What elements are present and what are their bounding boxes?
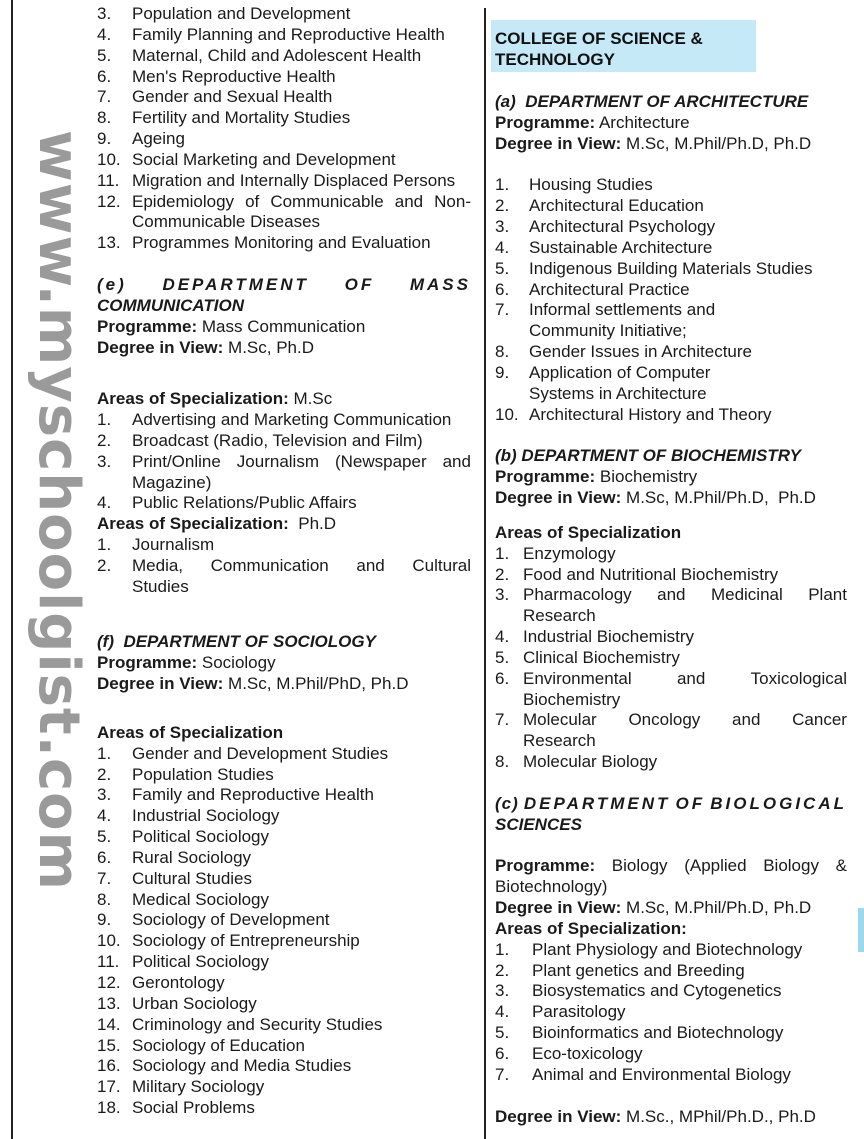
- list-item-text: Architectural Practice: [529, 279, 690, 299]
- list-item: [97, 431, 471, 452]
- mass-comm-spec-phd: Areas of Specialization: Ph.D: [97, 514, 337, 534]
- list-item-number: 5.: [97, 45, 112, 65]
- list-item: [97, 1077, 471, 1098]
- list-item-number: 2.: [495, 564, 510, 584]
- list-item-text: Gender and Development Studies: [132, 743, 389, 763]
- list-item: [97, 410, 471, 431]
- list-item: [97, 1036, 471, 1057]
- list-item-number: 11.: [97, 952, 120, 972]
- list-item-text: Medical Sociology: [132, 889, 270, 909]
- list-item-number: 8.: [495, 342, 510, 362]
- list-item: [495, 544, 847, 565]
- sociology-heading: (f) DEPARTMENT OF SOCIOLOGY: [97, 632, 376, 652]
- list-item-number: 10.: [97, 931, 121, 951]
- list-item-text: Military Sociology: [132, 1077, 265, 1097]
- list-item-number: 10.: [495, 404, 519, 424]
- list-item: [495, 961, 847, 982]
- list-item-number: 7.: [97, 87, 112, 107]
- list-item-text: Application of Computer: [529, 362, 711, 382]
- list-item-number: 7.: [495, 1064, 510, 1084]
- biochemistry-heading: (b) DEPARTMENT OF BIOCHEMISTRY: [495, 446, 801, 466]
- list-item: [97, 46, 471, 67]
- mass-comm-heading-line2: COMMUNICATION: [97, 295, 244, 315]
- list-item-text: Molecular Biology: [523, 752, 658, 772]
- list-item-number: 4.: [495, 1002, 510, 1022]
- list-item-number: 4.: [495, 627, 510, 647]
- list-item: [97, 129, 471, 150]
- list-item-text: Sociology and Media Studies: [132, 1056, 352, 1076]
- list-item: [97, 493, 471, 514]
- list-item: [495, 259, 847, 280]
- list-item-text: Epidemiology of Communicable and Non-: [132, 191, 471, 211]
- list-item-continuation: Magazine): [132, 472, 212, 492]
- list-item: [495, 1002, 847, 1023]
- list-item-text: Family and Reproductive Health: [132, 785, 374, 805]
- list-item-text: Ageing: [132, 129, 185, 149]
- list-item: [495, 648, 847, 669]
- mass-comm-phd-list: [97, 535, 471, 598]
- list-item-text: Fertility and Mortality Studies: [132, 108, 351, 128]
- list-item-continuation: Research: [523, 606, 596, 626]
- list-item: [97, 4, 471, 25]
- mass-comm-degree: Degree in View: M.Sc, Ph.D: [97, 337, 314, 357]
- list-item: [97, 848, 471, 869]
- list-item-number: 6.: [495, 279, 510, 299]
- list-item-text: Environmental and Toxicological: [523, 668, 847, 688]
- list-item-text: Social Marketing and Development: [132, 149, 396, 169]
- list-item: [97, 827, 471, 848]
- biochemistry-spec-heading: Areas of Specialization: [495, 522, 682, 542]
- list-item: [495, 1023, 847, 1044]
- list-item-number: 2.: [495, 960, 510, 980]
- sociology-programme: Programme: Sociology: [97, 653, 276, 673]
- list-item: [97, 910, 471, 931]
- column-divider: [484, 8, 486, 1139]
- list-item-text: Parasitology: [532, 1002, 626, 1022]
- list-item-number: 6.: [97, 66, 112, 86]
- list-item-text: Indigenous Building Materials Studies: [529, 258, 813, 278]
- list-item-text: Gender Issues in Architecture: [529, 342, 753, 362]
- list-item-number: 1.: [495, 543, 510, 563]
- watermark-text: www.myschoolgist.com: [25, 129, 91, 891]
- list-item: [97, 1056, 471, 1077]
- list-item-number: 5.: [495, 647, 510, 667]
- left-column: [97, 4, 471, 1119]
- list-item-number: 3.: [97, 4, 112, 23]
- left-margin-rule: [11, 0, 13, 1139]
- list-item-continuation: Communicable Diseases: [132, 212, 321, 232]
- list-item-text: Sociology of Education: [132, 1035, 305, 1055]
- list-item: [97, 765, 471, 786]
- list-item: [495, 342, 847, 363]
- list-item-number: 4.: [97, 493, 112, 513]
- list-item-text: Print/Online Journalism (Newspaper and: [132, 451, 471, 471]
- list-item: [97, 994, 471, 1015]
- list-item: [97, 869, 471, 890]
- architecture-degree: Degree in View: M.Sc, M.Phil/Ph.D, Ph.D: [495, 133, 812, 153]
- list-item-text: Media, Communication and Cultural: [132, 555, 471, 575]
- list-item: [495, 940, 847, 961]
- list-item: [495, 585, 847, 606]
- sociology-spec-heading: Areas of Specialization: [97, 722, 284, 742]
- list-item-text: Journalism: [132, 535, 215, 555]
- list-item: [97, 233, 471, 254]
- list-item-number: 9.: [495, 362, 510, 382]
- list-item-text: Rural Sociology: [132, 847, 252, 867]
- list-item-number: 1.: [97, 410, 112, 430]
- list-item: [97, 452, 471, 473]
- list-item-number: 6.: [97, 847, 112, 867]
- biological-degree: Degree in View: M.Sc, M.Phil/Ph.D, Ph.D: [495, 898, 812, 918]
- list-item-number: 4.: [97, 24, 112, 44]
- biological-spec-heading: Areas of Specialization:: [495, 918, 687, 938]
- list-item-text: Migration and Internally Displaced Persons: [132, 170, 456, 190]
- list-item-text: Gerontology: [132, 972, 225, 992]
- list-item: [97, 806, 471, 827]
- list-item-text: Molecular Oncology and Cancer: [523, 710, 847, 730]
- biological-list: [495, 940, 847, 1086]
- list-item-continuation: Biochemistry: [523, 689, 621, 709]
- list-item-number: 6.: [495, 668, 510, 688]
- list-item-number: 2.: [97, 430, 112, 450]
- list-item-number: 1.: [495, 175, 510, 195]
- list-item-text: Urban Sociology: [132, 993, 257, 1013]
- list-item-number: 3.: [495, 217, 510, 237]
- mass-comm-heading: (e) DEPARTMENT OF MASS: [97, 274, 471, 294]
- list-item-text: Broadcast (Radio, Television and Film): [132, 430, 423, 450]
- list-item-text: Eco-toxicology: [532, 1043, 643, 1063]
- list-item: [495, 669, 847, 690]
- list-item-text: Pharmacology and Medicinal Plant: [523, 585, 847, 605]
- list-item-text: Plant genetics and Breeding: [532, 960, 745, 980]
- list-item-text: Housing Studies: [529, 175, 653, 195]
- list-item-number: 2.: [97, 764, 112, 784]
- list-item-text: Family Planning and Reproductive Health: [132, 24, 445, 44]
- biochemistry-programme: Programme: Biochemistry: [495, 467, 698, 487]
- list-item-text: Informal settlements and: [529, 300, 716, 320]
- list-item-text: Public Relations/Public Affairs: [132, 493, 357, 513]
- list-item: [495, 627, 847, 648]
- list-item: [97, 535, 471, 556]
- watermark: [18, 129, 98, 891]
- mass-comm-msc-list: [97, 410, 471, 514]
- list-item: [495, 1065, 847, 1086]
- list-item: [97, 952, 471, 973]
- list-item-number: 1.: [495, 939, 510, 959]
- list-item-text: Men's Reproductive Health: [132, 66, 336, 86]
- list-item: [97, 973, 471, 994]
- page-edge-tab: [858, 908, 864, 952]
- list-item-text: Cultural Studies: [132, 868, 253, 888]
- list-item-text: Bioinformatics and Biotechnology: [532, 1023, 784, 1043]
- list-item: [97, 556, 471, 577]
- list-item: [97, 1015, 471, 1036]
- list-item-number: 5.: [495, 258, 510, 278]
- list-item-number: 15.: [97, 1035, 121, 1055]
- list-item-text: Plant Physiology and Biotechnology: [532, 939, 803, 959]
- sociology-list: [97, 744, 471, 1119]
- list-item: [97, 1098, 471, 1119]
- list-item-number: 8.: [495, 752, 510, 772]
- list-item-text: Population Studies: [132, 764, 274, 784]
- list-item-continuation: Studies: [132, 576, 189, 596]
- list-item-continuation: Research: [523, 731, 596, 751]
- list-item-number: 7.: [495, 300, 510, 320]
- list-item: [495, 981, 847, 1002]
- list-item-number: 1.: [97, 743, 112, 763]
- list-item-text: Architectural History and Theory: [529, 404, 772, 424]
- list-item: [495, 405, 847, 426]
- architecture-list: [495, 175, 847, 425]
- list-item-text: Programmes Monitoring and Evaluation: [132, 233, 431, 253]
- list-item-number: 4.: [97, 806, 112, 826]
- biological-degree-2: Degree in View: M.Sc., MPhil/Ph.D., Ph.D: [495, 1106, 816, 1126]
- list-item-text: Political Sociology: [132, 827, 270, 847]
- list-item-number: 7.: [495, 710, 510, 730]
- list-item-text: Population and Development: [132, 4, 351, 23]
- list-item-text: Political Sociology: [132, 952, 270, 972]
- list-item: [495, 196, 847, 217]
- list-item: [97, 931, 471, 952]
- right-column: [495, 92, 847, 1127]
- list-item: [495, 238, 847, 259]
- list-item-number: 16.: [97, 1056, 121, 1076]
- list-item-number: 14.: [97, 1014, 121, 1034]
- list-item-number: 18.: [97, 1098, 121, 1118]
- list-item-text: Food and Nutritional Biochemistry: [523, 564, 779, 584]
- mass-comm-spec-msc: Areas of Specialization: M.Sc: [97, 389, 333, 409]
- list-item-number: 3.: [495, 585, 510, 605]
- list-item-text: Architectural Education: [529, 196, 704, 216]
- list-item-text: Biosystematics and Cytogenetics: [532, 981, 782, 1001]
- list-item-text: Social Problems: [132, 1098, 255, 1118]
- list-item-number: 3.: [97, 785, 112, 805]
- list-item-number: 9.: [97, 910, 112, 930]
- list-item-number: 2.: [495, 196, 510, 216]
- list-item: [495, 300, 847, 321]
- list-item-number: 7.: [97, 868, 112, 888]
- list-item-number: 4.: [495, 237, 510, 257]
- list-item: [97, 785, 471, 806]
- list-item: [495, 217, 847, 238]
- architecture-programme: Programme: Architecture: [495, 112, 690, 132]
- list-item-text: Maternal, Child and Adolescent Health: [132, 45, 422, 65]
- list-item-text: Sociology of Development: [132, 910, 330, 930]
- list-item-number: 13.: [97, 993, 121, 1013]
- list-item-continuation: Community Initiative;: [529, 321, 687, 341]
- list-item-text: Criminology and Security Studies: [132, 1014, 383, 1034]
- list-item-number: 13.: [97, 233, 121, 253]
- list-item: [495, 175, 847, 196]
- list-item: [495, 363, 847, 384]
- list-item-number: 12.: [97, 191, 121, 211]
- biochemistry-list: [495, 544, 847, 773]
- biological-programme-line2: Biotechnology): [495, 877, 608, 897]
- list-item-text: Clinical Biochemistry: [523, 647, 680, 667]
- list-item-text: Sociology of Entrepreneurship: [132, 931, 360, 951]
- list-item: [97, 108, 471, 129]
- biological-heading: (c) DEPARTMENT OF BIOLOGICAL: [495, 793, 847, 813]
- list-item-number: 12.: [97, 972, 121, 992]
- list-item: [97, 150, 471, 171]
- list-item-text: Architectural Psychology: [529, 217, 716, 237]
- list-item: [97, 171, 471, 192]
- list-item-number: 8.: [97, 108, 112, 128]
- biological-programme: Programme: Biology (Applied Biology &: [495, 856, 847, 876]
- biological-heading-line2: SCIENCES: [495, 814, 582, 834]
- list-item-number: 1.: [97, 535, 112, 555]
- list-item: [495, 280, 847, 301]
- list-item: [495, 710, 847, 731]
- list-item: [97, 744, 471, 765]
- architecture-heading: (a) DEPARTMENT OF ARCHITECTURE: [495, 92, 809, 111]
- population-list: [97, 4, 471, 254]
- list-item: [97, 192, 471, 213]
- list-item-text: Sustainable Architecture: [529, 237, 713, 257]
- list-item-number: 5.: [97, 827, 112, 847]
- mass-comm-programme: Programme: Mass Communication: [97, 316, 366, 336]
- list-item-number: 3.: [495, 981, 510, 1001]
- list-item: [97, 25, 471, 46]
- list-item-number: 5.: [495, 1023, 510, 1043]
- list-item-continuation: Systems in Architecture: [529, 383, 707, 403]
- list-item: [97, 67, 471, 88]
- sociology-degree: Degree in View: M.Sc, M.Phil/PhD, Ph.D: [97, 674, 409, 694]
- list-item-number: 11.: [97, 170, 120, 190]
- list-item-number: 9.: [97, 129, 112, 149]
- list-item-number: 17.: [97, 1077, 121, 1097]
- list-item-text: Gender and Sexual Health: [132, 87, 333, 107]
- list-item-text: Industrial Sociology: [132, 806, 280, 826]
- list-item-number: 10.: [97, 149, 121, 169]
- list-item-text: Animal and Environmental Biology: [532, 1064, 791, 1084]
- list-item: [97, 890, 471, 911]
- college-heading: COLLEGE OF SCIENCE & TECHNOLOGY: [491, 20, 756, 72]
- list-item-text: Advertising and Marketing Communication: [132, 410, 452, 430]
- list-item-number: 8.: [97, 889, 112, 909]
- list-item-number: 3.: [97, 451, 112, 471]
- list-item-text: Enzymology: [523, 543, 616, 563]
- list-item: [495, 565, 847, 586]
- list-item: [97, 87, 471, 108]
- list-item-number: 6.: [495, 1043, 510, 1063]
- list-item-number: 2.: [97, 555, 112, 575]
- list-item-text: Industrial Biochemistry: [523, 627, 695, 647]
- biochemistry-degree: Degree in View: M.Sc, M.Phil/Ph.D, Ph.D: [495, 488, 816, 508]
- list-item: [495, 752, 847, 773]
- list-item: [495, 1044, 847, 1065]
